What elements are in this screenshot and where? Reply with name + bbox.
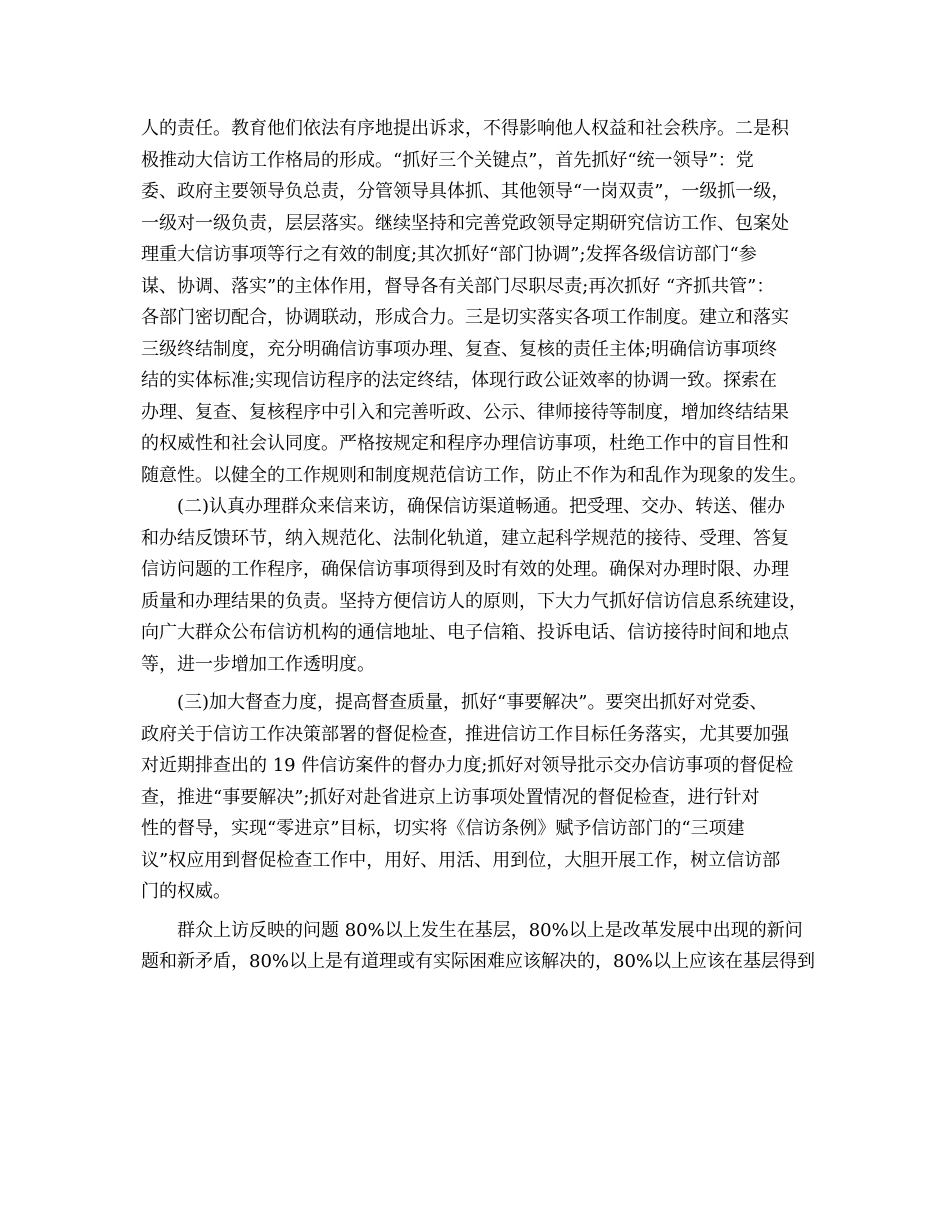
- text-line: 和办结反馈环节，纳入规范化、法制化轨道，建立起科学规范的接待、受理、答复: [141, 527, 789, 549]
- text-line: 性的督导，实现“零进京”目标，切实将《信访条例》赋予信访部门的“三项建: [141, 818, 745, 839]
- paragraph-1: [141, 113, 831, 491]
- text-line: 三级终结制度，充分明确信访事项办理、复查、复核的责任主体;明确信访事项终: [141, 338, 778, 360]
- text-line: 题和新矛盾，80%以上是有道理或有实际困难应该解决的，80%以上应该在基层得到: [141, 951, 816, 972]
- text-line: 结的实体标准;实现信访程序的法定终结，体现行政公证效率的协调一致。探索在: [141, 370, 778, 391]
- text-line: 一级对一级负责，层层落实。继续坚持和完善党政领导定期研究信访工作、包案处: [141, 212, 789, 234]
- text-line: (二)认真办理群众来信来访，确保信访渠道畅通。把受理、交办、转送、催办: [141, 496, 786, 517]
- text-line: 对近期排查出的 19 件信访案件的督办力度;抓好对领导批示交办信访事项的督促检: [141, 755, 794, 776]
- paragraph-2: [141, 491, 831, 680]
- text-line: 等，进一步增加工作透明度。: [141, 653, 375, 675]
- text-line: 办理、复查、复核程序中引入和完善听政、公示、律师接待等制度，增加终结结果: [141, 401, 789, 423]
- text-line: 信访问题的工作程序，确保信访事项得到及时有效的处理。确保对办理时限、办理: [141, 559, 789, 580]
- text-line: 谋、协调、落实”的主体作用，督导各有关部门尽职尽责;再次抓好 “齐抓共管”：: [141, 275, 775, 297]
- document-body: [141, 113, 831, 978]
- text-line: 查，推进“事要解决”;抓好对赴省进京上访事项处置情况的督促检查，进行针对: [141, 786, 760, 808]
- paragraph-3: [141, 687, 831, 908]
- text-line: 随意性。以健全的工作规则和制度规范信访工作，防止不作为和乱作为现象的发生。: [141, 464, 807, 486]
- paragraph-4: [141, 915, 831, 978]
- text-line: 人的责任。教育他们依法有序地提出诉求，不得影响他人权益和社会秩序。二是积: [141, 118, 789, 139]
- text-line: (三)加大督查力度，提高督查质量，抓好“事要解决”。要突出抓好对党委、: [141, 692, 768, 713]
- text-line: 质量和办理结果的负责。坚持方便信访人的原则，下大力气抓好信访信息系统建设，: [141, 590, 807, 612]
- text-line: 向广大群众公布信访机构的通信地址、电子信箱、投诉电话、信访接待时间和地点: [141, 622, 789, 643]
- text-line: 门的权威。: [141, 881, 231, 902]
- text-line: 各部门密切配合，协调联动，形成合力。三是切实落实各项工作制度。建立和落实: [141, 307, 789, 328]
- text-line: 议”权应用到督促检查工作中，用好、用活、用到位，大胆开展工作，树立信访部: [141, 849, 781, 871]
- text-line: 政府关于信访工作决策部署的督促检查，推进信访工作目标任务落实，尤其要加强: [141, 723, 789, 745]
- text-line: 的权威性和社会认同度。严格按规定和程序办理信访事项，杜绝工作中的盲目性和: [141, 433, 789, 454]
- text-line: 极推动大信访工作格局的形成。“抓好三个关键点”，首先抓好“统一领导”：党: [141, 149, 754, 171]
- text-line: 委、政府主要领导负总责，分管领导具体抓、其他领导“一岗双责”，一级抓一级，: [141, 181, 790, 202]
- text-line: 群众上访反映的问题 80%以上发生在基层，80%以上是改革发展中出现的新问: [141, 919, 803, 941]
- text-line: 理重大信访事项等行之有效的制度;其次抓好“部门协调”;发挥各级信访部门“参: [141, 244, 757, 265]
